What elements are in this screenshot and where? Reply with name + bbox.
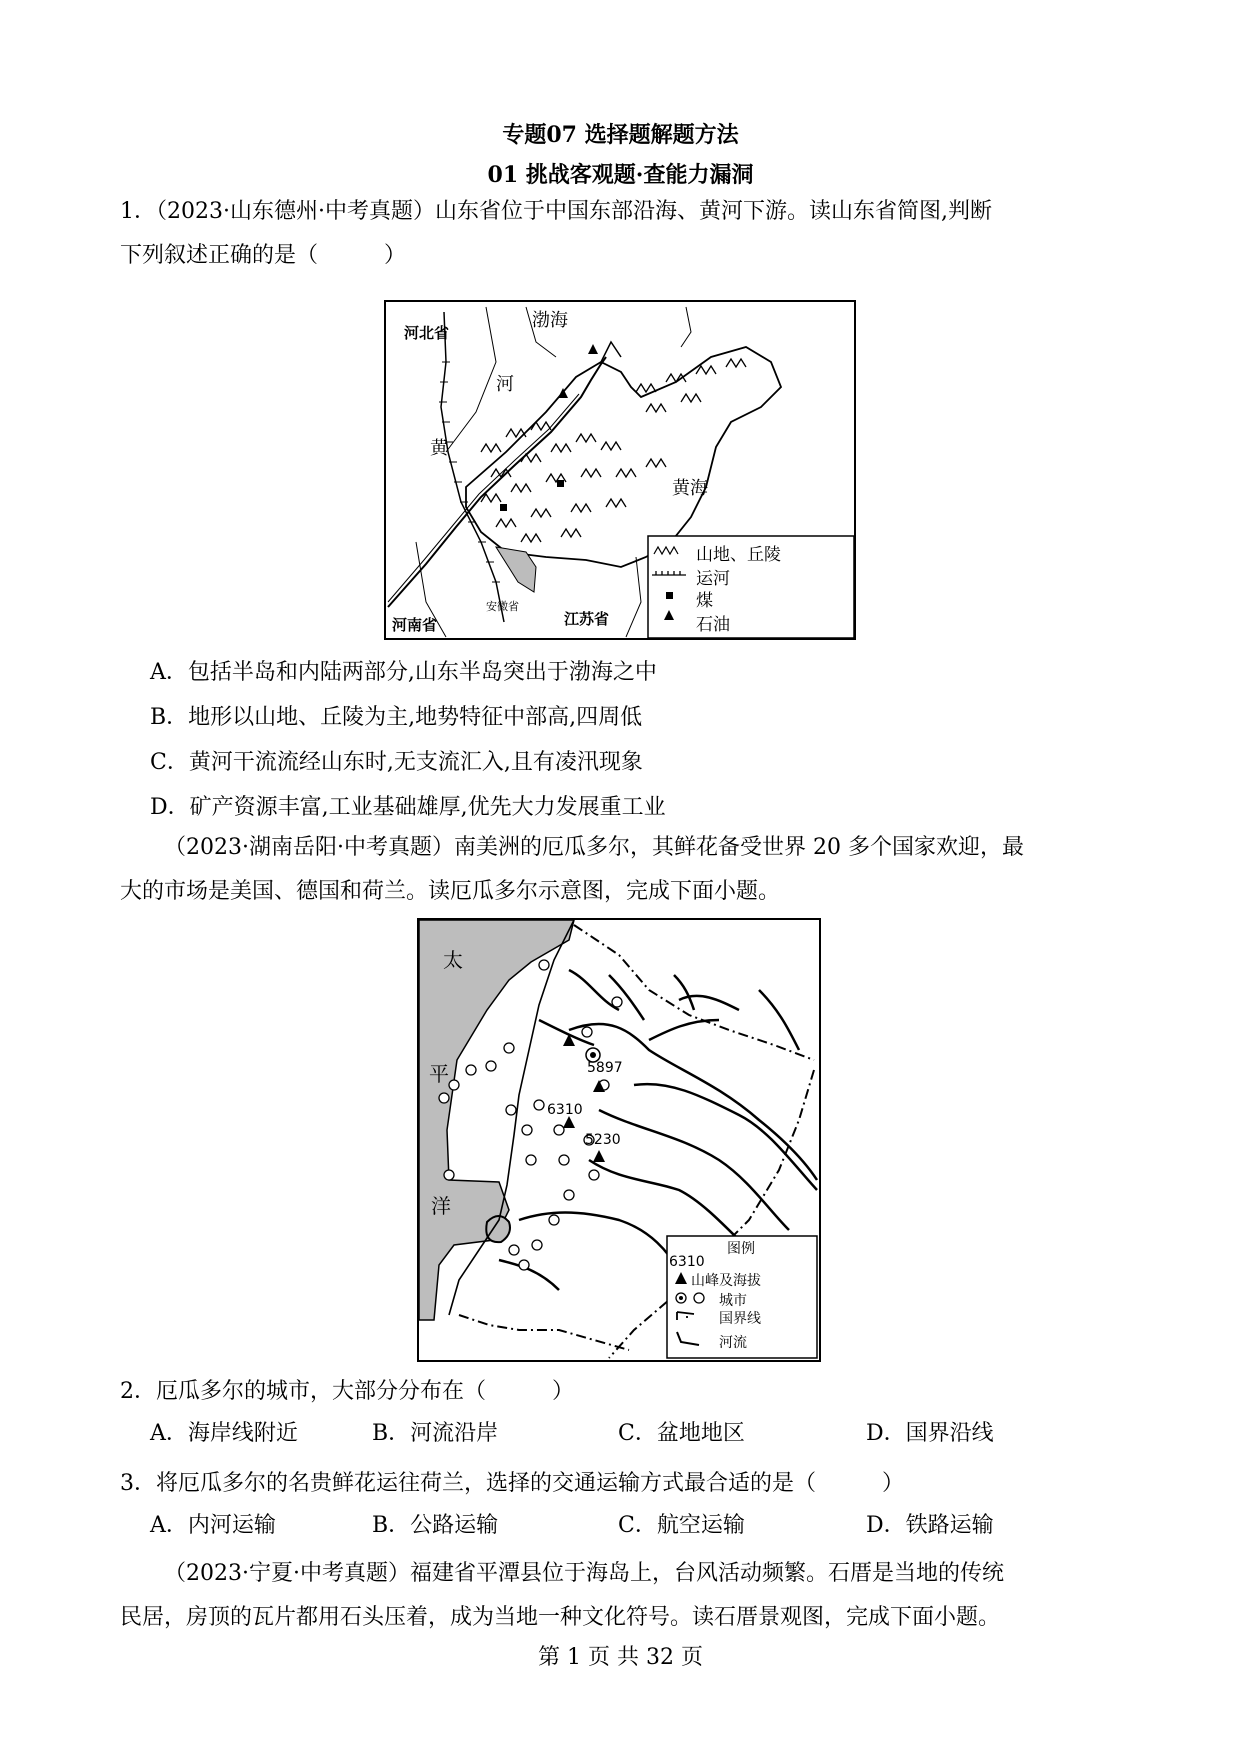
question-1-line-1: 1．（2023·山东德州·中考真题）山东省位于中国东部沿海、黄河下游。读山东省简图,判断	[120, 199, 992, 224]
peak-label-5897: 5897	[587, 1060, 623, 1076]
label-yang: 洋	[431, 1194, 451, 1218]
passage-pingtan	[120, 1552, 1120, 1640]
label-jiangsu: 江苏省	[564, 610, 610, 628]
q2-option-c: C．盆地地区	[618, 1421, 745, 1446]
peak-label-5230: 5230	[585, 1132, 621, 1148]
label-he: 河	[496, 374, 514, 395]
label-anhui: 安徽省	[486, 600, 519, 613]
legend-peak: 山峰及海拔	[691, 1273, 761, 1289]
question-2-stem: 2．厄瓜多尔的城市，大部分分布在（ ）	[120, 1379, 574, 1404]
label-bohai: 渤海	[532, 310, 568, 331]
label-ping: 平	[429, 1062, 449, 1086]
label-henan: 河南省	[392, 616, 438, 634]
passage-ecuador-line-1: （2023·湖南岳阳·中考真题）南美洲的厄瓜多尔，其鲜花备受世界 20 多个国家欢迎，最	[164, 835, 1024, 860]
q2-option-b: B．河流沿岸	[372, 1421, 499, 1446]
label-huanghai: 黄海	[672, 478, 708, 499]
coal-marker	[500, 504, 507, 511]
legend-oil: 石油	[696, 615, 730, 635]
q2-option-a: A．海岸线附近	[150, 1421, 298, 1446]
question-3-stem: 3．将厄瓜多尔的名贵鲜花运往荷兰，选择的交通运输方式最合适的是（ ）	[120, 1471, 904, 1496]
legend-title: 图例	[727, 1241, 755, 1257]
peak-label-6310: 6310	[547, 1102, 583, 1118]
legend-river: 河流	[719, 1335, 747, 1351]
q1-option-c: C．黄河干流流经山东时,无支流汇入,且有凌汛现象	[150, 750, 643, 775]
q1-option-b: B．地形以山地、丘陵为主,地势特征中部高,四周低	[150, 705, 643, 730]
passage-ecuador-line-2: 大的市场是美国、德国和荷兰。读厄瓜多尔示意图，完成下面小题。	[120, 879, 781, 904]
q3-option-c: C．航空运输	[618, 1513, 745, 1538]
ecuador-map	[417, 918, 821, 1362]
oil-marker	[558, 388, 568, 398]
label-tai: 太	[443, 948, 463, 972]
legend-coal: 煤	[696, 591, 713, 611]
page-title: 专题07 选择题解题方法	[502, 122, 739, 148]
legend-border: 国界线	[719, 1311, 761, 1327]
question-1-line-2: 下列叙述正确的是（ ）	[120, 243, 407, 268]
shandong-map-graphic	[386, 302, 854, 638]
q3-option-b: B．公路运输	[372, 1513, 499, 1538]
coal-marker	[557, 480, 564, 487]
page-footer: 第 1 页 共 32 页	[538, 1645, 703, 1670]
question-1-stem	[120, 190, 1120, 278]
legend-canal: 运河	[696, 569, 730, 589]
q1-option-d: D．矿产资源丰富,工业基础雄厚,优先大力发展重工业	[150, 795, 666, 820]
q3-option-d: D．铁路运输	[866, 1513, 994, 1538]
q1-option-a: A．包括半岛和内陆两部分,山东半岛突出于渤海之中	[150, 660, 657, 685]
legend-city: 城市	[719, 1293, 747, 1309]
section-subtitle: 01 挑战客观题·查能力漏洞	[487, 162, 754, 188]
passage-pingtan-line-1: （2023·宁夏·中考真题）福建省平潭县位于海岛上，台风活动频繁。石厝是当地的传统	[164, 1561, 1004, 1586]
shandong-map	[384, 300, 856, 640]
q2-option-d: D．国界沿线	[866, 1421, 994, 1446]
label-huang: 黄	[430, 438, 448, 459]
passage-pingtan-line-2: 民居，房顶的瓦片都用石头压着，成为当地一种文化符号。读石厝景观图，完成下面小题。	[120, 1605, 1001, 1630]
q3-option-a: A．内河运输	[150, 1513, 276, 1538]
legend-mountain: 山地、丘陵	[696, 545, 781, 565]
label-hebei: 河北省	[404, 324, 450, 342]
oil-marker	[588, 344, 598, 354]
passage-ecuador	[120, 826, 1120, 914]
legend-peak-value: 6310	[669, 1254, 705, 1270]
